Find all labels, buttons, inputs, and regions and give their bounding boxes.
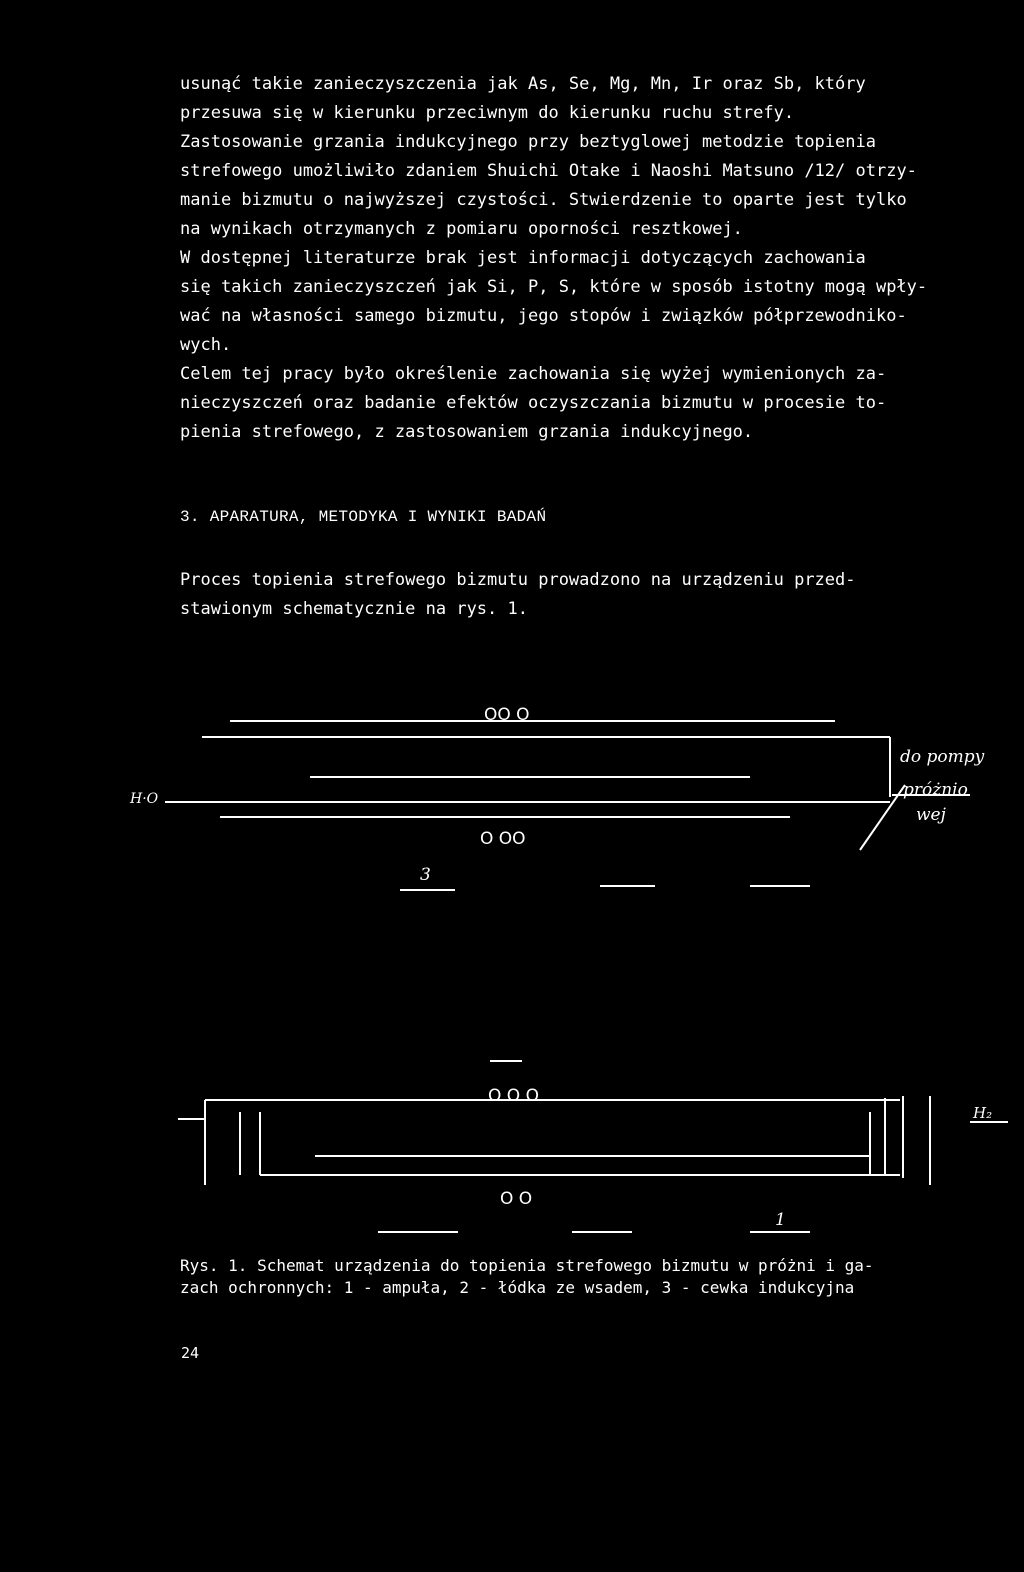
pump-label-line-2: próżnio (903, 780, 968, 800)
page-number: 24 (181, 1344, 200, 1362)
text-line: nieczyszczeń oraz badanie efektów oczyszczania bizmutu w procesie to- (180, 393, 887, 413)
text-line: Zastosowanie grzania indukcyjnego przy beztyglowej metodzie topienia (180, 132, 876, 152)
coil-turns-bottom: O OO (480, 829, 526, 849)
caption-line: Rys. 1. Schemat urządzenia do topienia strefowego bizmutu w próżni i ga- (180, 1256, 874, 1275)
apparatus-schematic (110, 690, 1024, 1260)
text-line: się takich zanieczyszczeń jak Si, P, S, które w sposób istotny mogą wpły- (180, 277, 928, 297)
figure-caption (180, 1255, 1010, 1299)
text-line: W dostępnej literaturze brak jest informacji dotyczących zachowania (180, 248, 866, 268)
pump-leader-line (860, 785, 905, 850)
coil-turns-top: O O O (488, 1086, 539, 1106)
pump-label-line-1: do pompy (900, 747, 985, 767)
text-line: usunąć takie zanieczyszczenia jak As, Se, Mg, Mn, Ir oraz Sb, który (180, 74, 866, 94)
coil-turns-top: OO O (484, 705, 530, 725)
text-line: Proces topienia strefowego bizmutu prowadzono na urządzeniu przed- (180, 570, 856, 590)
text-line: strefowego umożliwiło zdaniem Shuichi Otake i Naoshi Matsuno /12/ otrzy- (180, 161, 917, 181)
section-heading: 3. APARATURA, METODYKA I WYNIKI BADAŃ (180, 508, 547, 526)
paragraph-process (180, 566, 1010, 624)
text-line: stawionym schematycznie na rys. 1. (180, 599, 528, 619)
caption-line: zach ochronnych: 1 - ampuła, 2 - łódka ze wsadem, 3 - cewka indukcyjna (180, 1278, 855, 1297)
coil-turns-bottom: O O (500, 1189, 533, 1209)
pump-label-line-3: wej (916, 805, 946, 825)
text-line: Celem tej pracy było określenie zachowania się wyżej wymienionych za- (180, 364, 887, 384)
h2-label: H₂ (973, 1104, 993, 1122)
h2o-label: H·O (130, 791, 159, 807)
text-line: pienia strefowego, z zastosowaniem grzania indukcyjnego. (180, 422, 754, 442)
label-3: 3 (420, 865, 431, 885)
text-line: na wynikach otrzymanych z pomiaru oporności resztkowej. (180, 219, 743, 239)
paragraph-intro (180, 70, 1010, 447)
text-line: wać na własności samego bizmutu, jego stopów i związków półprzewodniko- (180, 306, 907, 326)
label-1: 1 (775, 1210, 786, 1230)
text-line: manie bizmutu o najwyższej czystości. Stwierdzenie to oparte jest tylko (180, 190, 907, 210)
text-line: przesuwa się w kierunku przeciwnym do kierunku ruchu strefy. (180, 103, 795, 123)
text-line: wych. (180, 335, 232, 355)
